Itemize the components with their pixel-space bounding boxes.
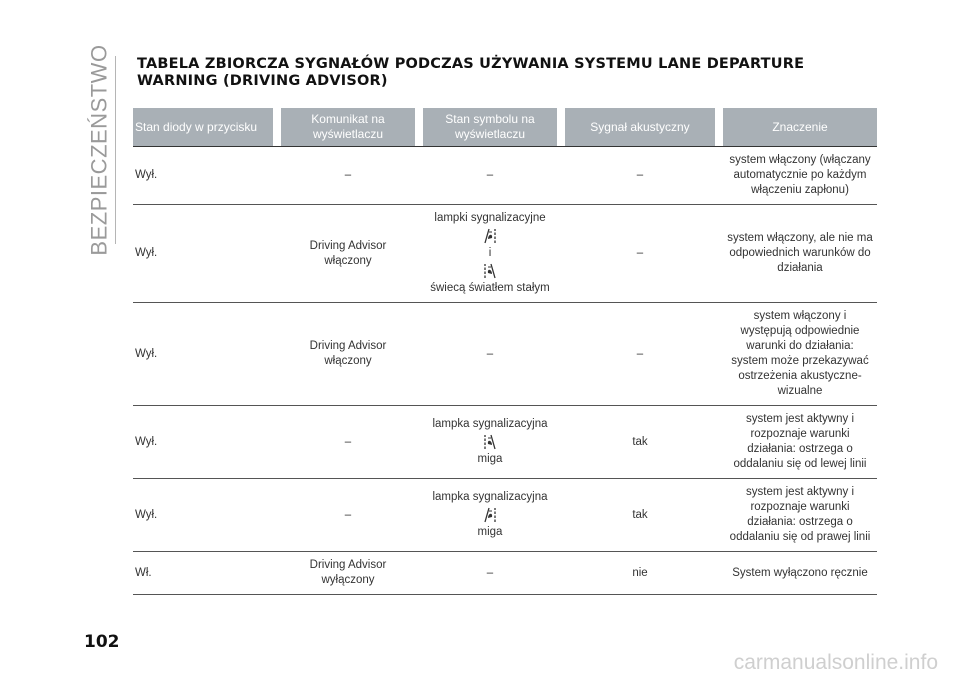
- section-side-title: [80, 44, 120, 256]
- cell-symbol-state: [423, 406, 557, 479]
- cell-display-message: –: [281, 406, 415, 479]
- table-row: [133, 406, 877, 479]
- cell-display-message: –: [281, 479, 415, 552]
- symbol-text: –: [486, 169, 494, 181]
- table-row: [133, 147, 877, 205]
- cell-symbol-state: [423, 479, 557, 552]
- cell-acoustic-signal: tak: [565, 479, 715, 552]
- table-row: [133, 552, 877, 595]
- lane-left-icon: [427, 228, 553, 244]
- cell-display-message: Driving Advisor wyłączony: [281, 552, 415, 595]
- table-body: [133, 147, 877, 595]
- cell-led-state: Wył.: [133, 479, 273, 552]
- symbol-text: lampka sygnalizacyjna: [432, 418, 548, 430]
- lane-right-icon: [427, 263, 553, 279]
- cell-led-state: Wł.: [133, 552, 273, 595]
- symbol-text: –: [486, 347, 494, 360]
- cell-meaning: system jest aktywny i rozpoznaje warunki działania: ostrzega o oddalaniu się od prawej linii: [723, 479, 877, 552]
- header-meaning: Znaczenie: [723, 108, 877, 147]
- watermark: carmanualsonline.info: [733, 651, 938, 674]
- table-row: [133, 479, 877, 552]
- header-symbol-state: Stan symbolu na wyświetlaczu: [423, 108, 557, 147]
- symbol-text: –: [486, 566, 494, 579]
- table-header-row: [133, 108, 877, 147]
- cell-acoustic-signal: nie: [565, 552, 715, 595]
- cell-led-state: Wył.: [133, 303, 273, 406]
- table-row: [133, 303, 877, 406]
- symbol-state-text: miga: [477, 526, 503, 538]
- cell-meaning: System wyłączono ręcznie: [723, 552, 877, 595]
- table-row: [133, 205, 877, 303]
- header-display-message: Komunikat na wyświetlaczu: [281, 108, 415, 147]
- lane-right-icon: [427, 434, 553, 450]
- cell-meaning: system włączony (włączany automatycznie po każdym włączeniu zapłonu): [723, 147, 877, 205]
- cell-acoustic-signal: –: [565, 147, 715, 205]
- symbol-text: lampki sygnalizacyjne: [434, 212, 546, 224]
- cell-led-state: Wył.: [133, 406, 273, 479]
- side-divider: [115, 56, 116, 244]
- cell-led-state: Wył.: [133, 147, 273, 205]
- cell-acoustic-signal: –: [565, 205, 715, 303]
- symbol-state-text: świecą światłem stałym: [430, 282, 550, 294]
- cell-symbol-state: [423, 552, 557, 595]
- cell-meaning: system włączony, ale nie ma odpowiednich warunków do działania: [723, 205, 877, 303]
- cell-display-message: Driving Advisor włączony: [281, 303, 415, 406]
- signal-summary-table: [133, 108, 877, 595]
- page-number: 102: [84, 632, 120, 652]
- cell-acoustic-signal: –: [565, 303, 715, 406]
- cell-meaning: system włączony i występują odpowiednie warunki do działania: system może przekazywać ostrzeżenia akustyczne-wizualne: [723, 303, 877, 406]
- cell-display-message: –: [281, 147, 415, 205]
- cell-symbol-state: [423, 205, 557, 303]
- symbol-joiner: i: [488, 247, 492, 259]
- table-title: TABELA ZBIORCZA SYGNAŁÓW PODCZAS UŻYWANIA SYSTEMU LANE DEPARTURE WARNING (DRIVING ADVISOR): [137, 56, 805, 89]
- cell-symbol-state: [423, 147, 557, 205]
- cell-acoustic-signal: tak: [565, 406, 715, 479]
- cell-symbol-state: [423, 303, 557, 406]
- section-side-title-text: BEZPIECZEŃSTWO: [87, 44, 112, 256]
- cell-led-state: Wył.: [133, 205, 273, 303]
- symbol-text: lampka sygnalizacyjna: [432, 491, 548, 503]
- header-acoustic-signal: Sygnał akustyczny: [565, 108, 715, 147]
- cell-meaning: system jest aktywny i rozpoznaje warunki działania: ostrzega o oddalaniu się od lewej linii: [723, 406, 877, 479]
- cell-display-message: Driving Advisor włączony: [281, 205, 415, 303]
- lane-left-icon: [427, 507, 553, 523]
- header-led-state: Stan diody w przycisku: [133, 108, 273, 147]
- symbol-state-text: miga: [477, 453, 503, 465]
